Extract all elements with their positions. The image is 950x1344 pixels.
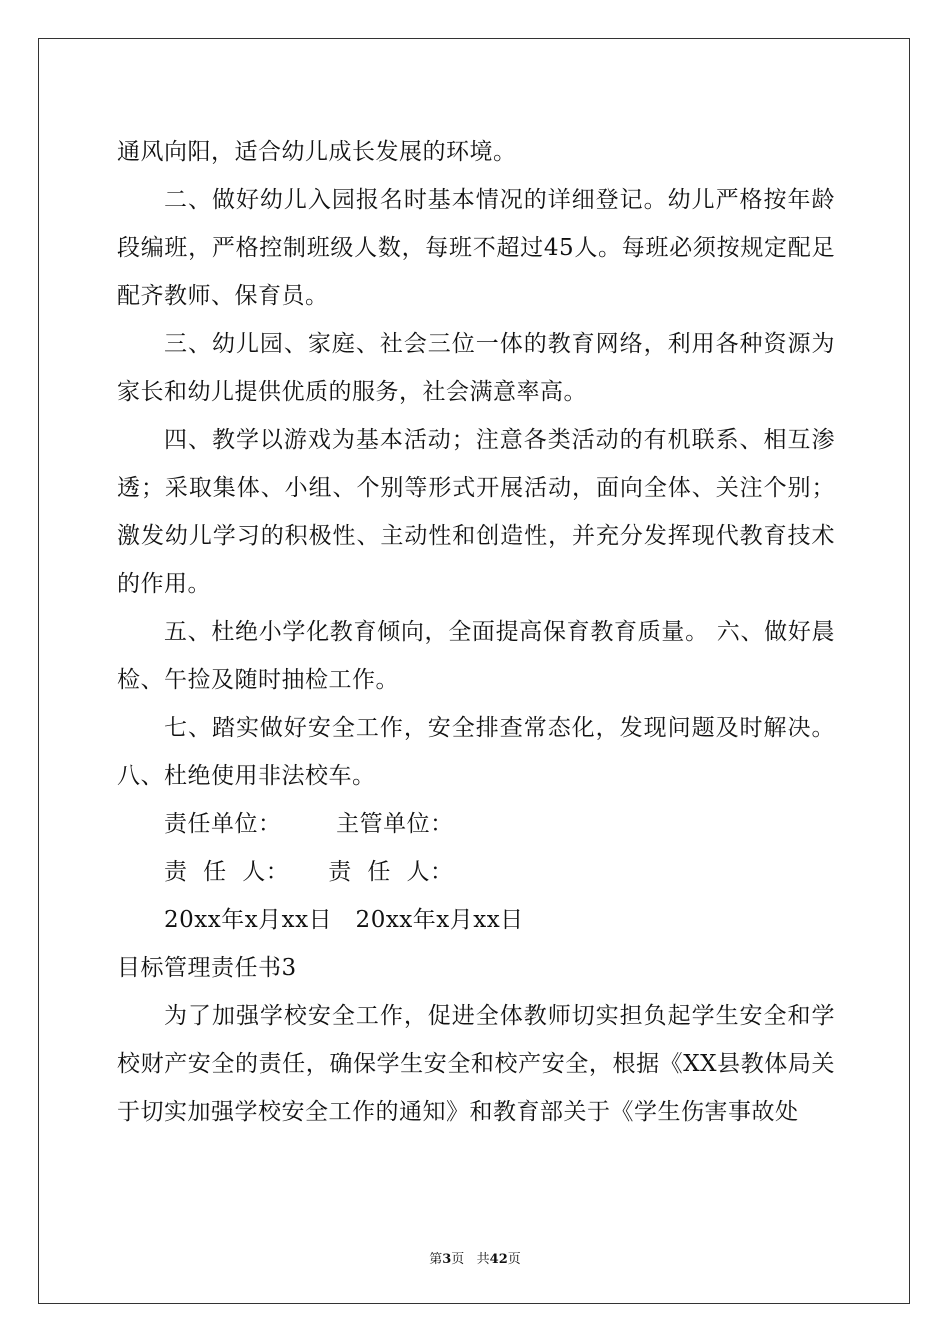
signature-person-line: 责 任 人： 责 任 人： [164, 859, 454, 885]
footer-page-prefix: 第 [429, 1252, 443, 1267]
footer-page-number: 3 [442, 1252, 452, 1267]
paragraph-3: 三、幼儿园、家庭、社会三位一体的教育网络，利用各种资源为家长和幼儿提供优质的服务，社会满意率高。 [117, 331, 835, 405]
signature-date-line: 20xx年x月xx日 20xx年x月xx日 [164, 907, 524, 933]
paragraph-5: 五、杜绝小学化教育倾向，全面提高保育教育质量。 六、做好晨检、午捡及随时抽检工作。 [117, 619, 835, 693]
footer-total-pages: 42 [489, 1252, 508, 1267]
paragraph-6: 七、踏实做好安全工作，安全排查常态化，发现问题及时解决。八、杜绝使用非法校车。 [117, 715, 835, 789]
signature-unit-line: 责任单位： 主管单位： [164, 811, 454, 837]
paragraph-1: 通风向阳，适合幼儿成长发展的环境。 [117, 139, 517, 165]
footer-page-suffix: 页 [507, 1252, 521, 1267]
section-title: 目标管理责任书3 [117, 955, 297, 981]
footer-page-mid: 页 共 [451, 1252, 490, 1267]
document-body [117, 128, 835, 1136]
page-footer [0, 1248, 950, 1267]
paragraph-2: 二、做好幼儿入园报名时基本情况的详细登记。幼儿严格按年龄段编班，严格控制班级人数，每班不超过45人。每班必须按规定配足配齐教师、保育员。 [117, 187, 835, 309]
section-paragraph: 为了加强学校安全工作，促进全体教师切实担负起学生安全和学校财产安全的责任，确保学生安全和校产安全，根据《XX县教体局关于切实加强学校安全工作的通知》和教育部关于《学生伤害事故处 [117, 1003, 835, 1125]
paragraph-4: 四、教学以游戏为基本活动；注意各类活动的有机联系、相互渗透；采取集体、小组、个别等形式开展活动，面向全体、关注个别；激发幼儿学习的积极性、主动性和创造性，并充分发挥现代教育技术的作用。 [117, 427, 835, 597]
